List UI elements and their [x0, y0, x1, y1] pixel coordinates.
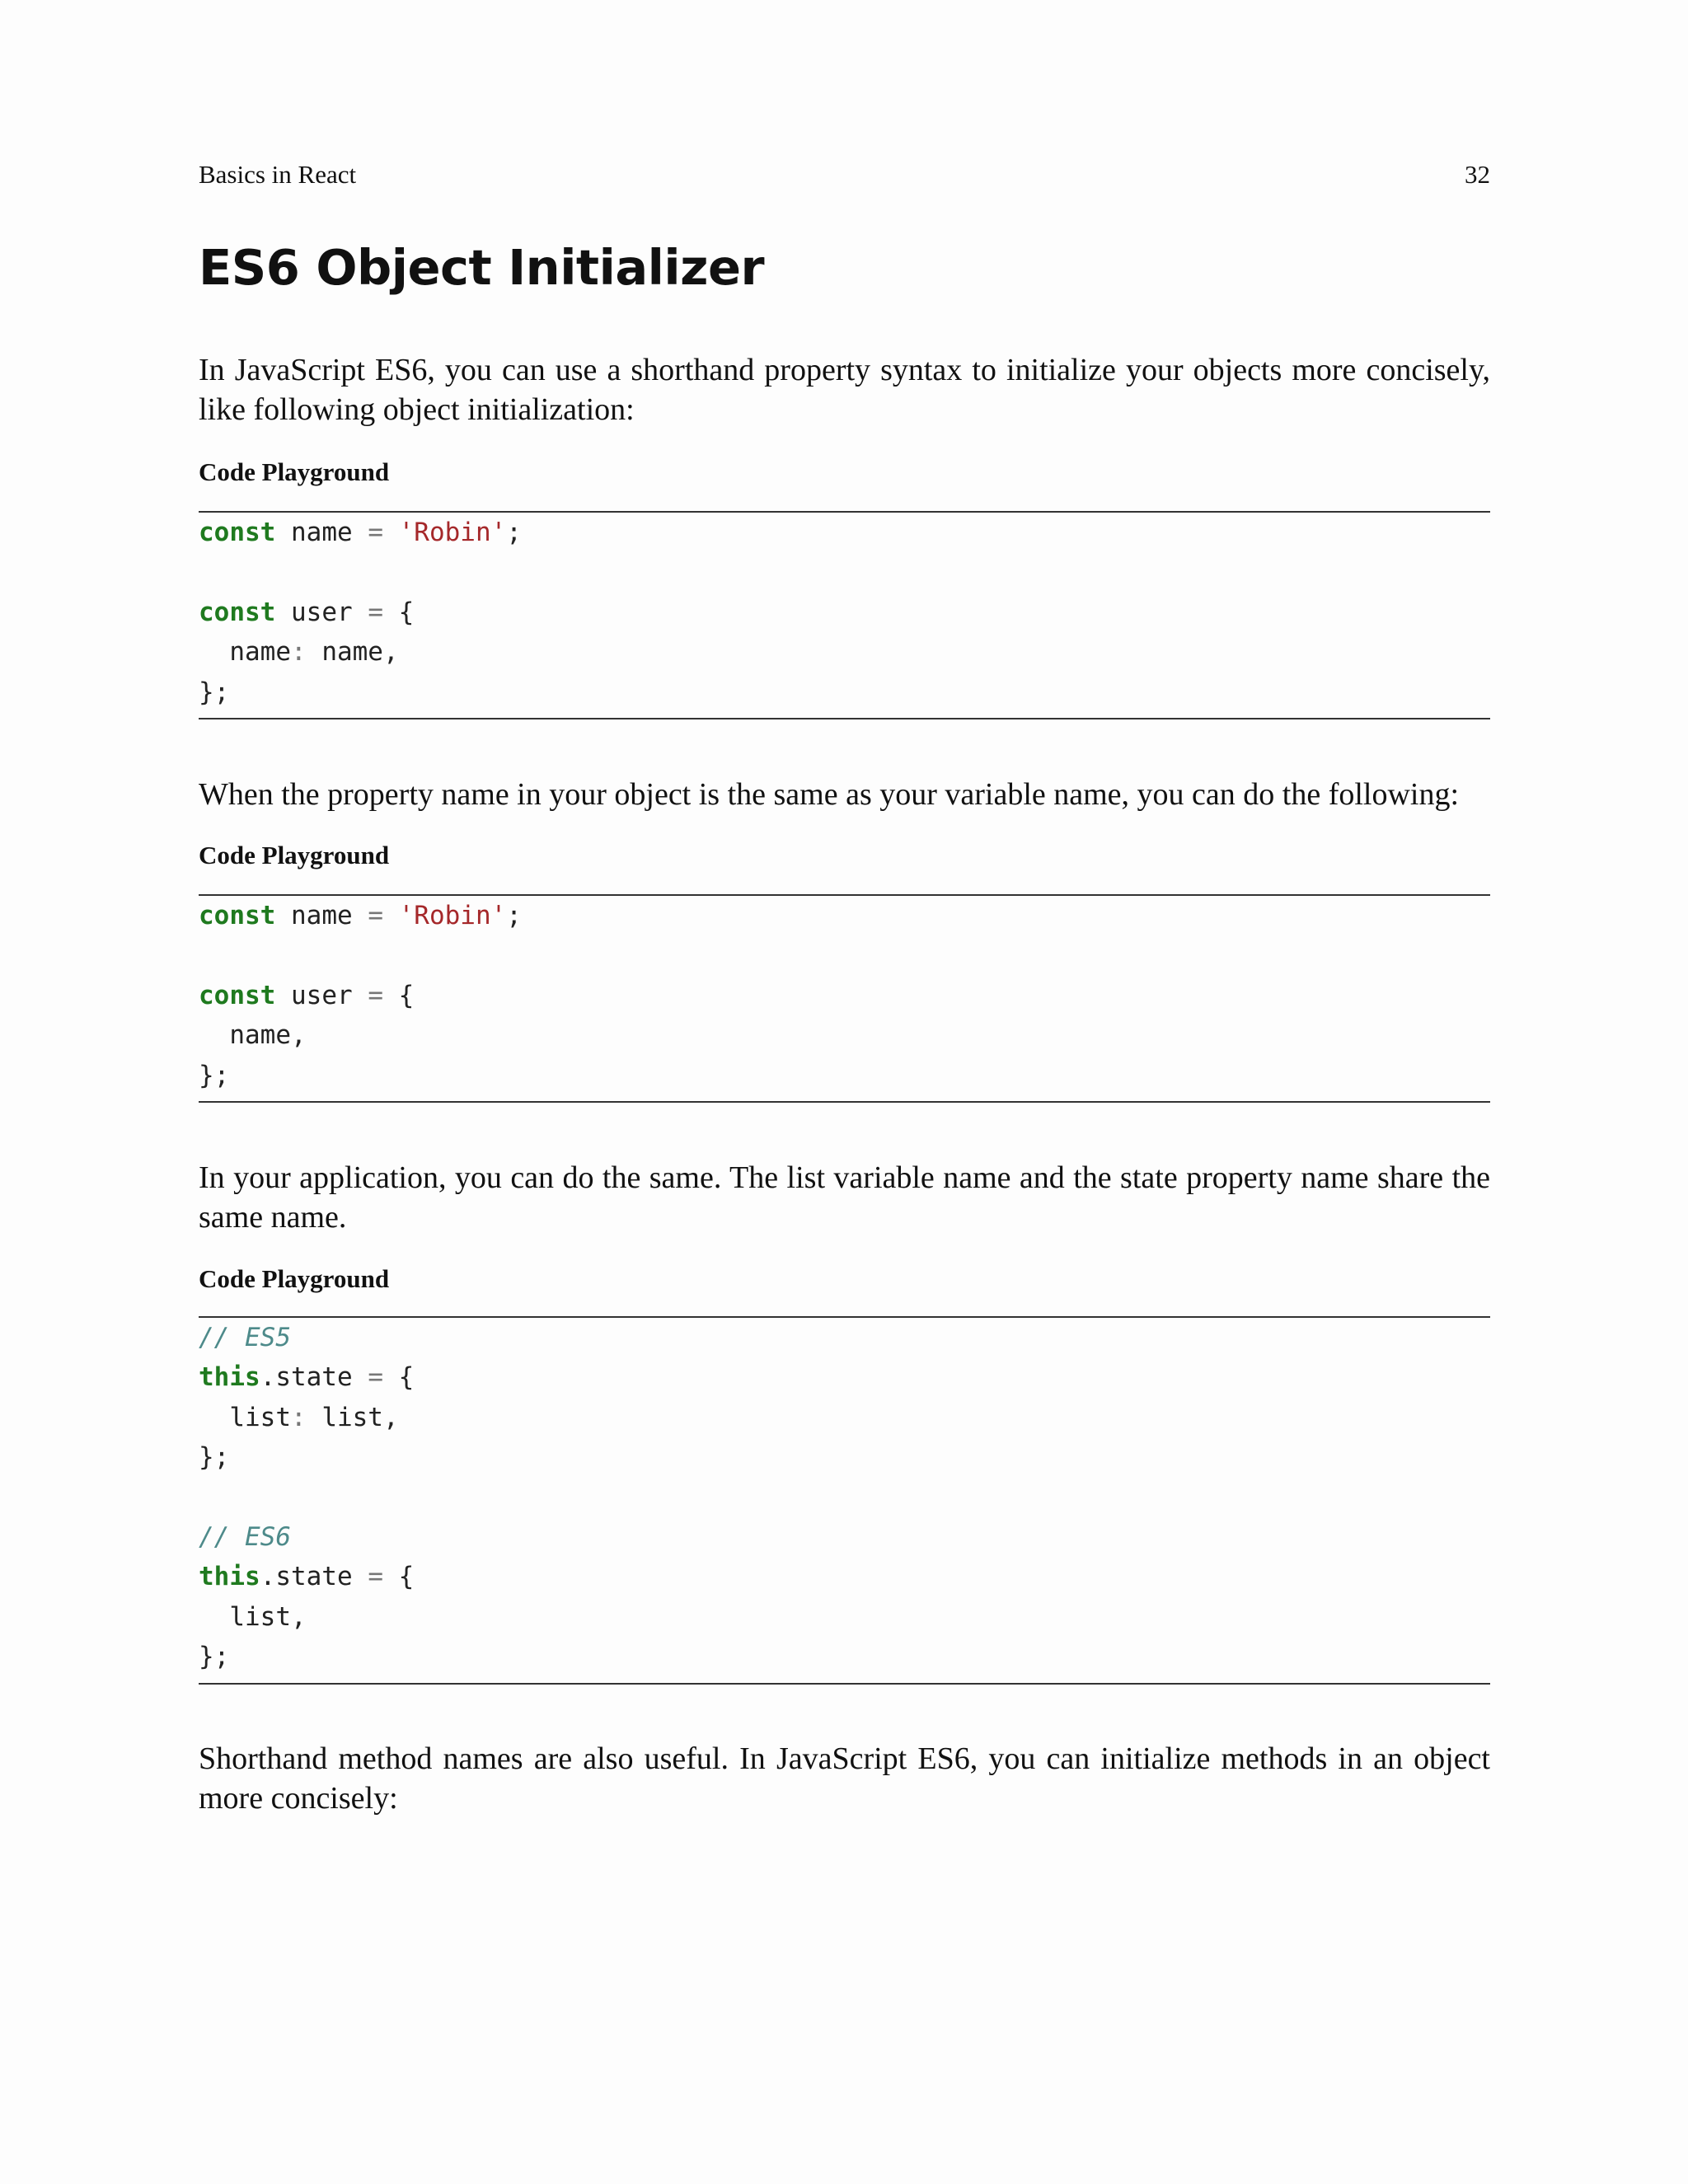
code-line: [199, 1517, 1490, 1557]
paragraph-methods: Shorthand method names are also useful. In JavaScript ES6, you can initialize methods in an object more concisely:: [199, 1741, 1490, 1816]
code-keyword: const: [199, 980, 276, 1010]
page-number: 32: [1465, 160, 1490, 189]
code-text: .state: [260, 1562, 368, 1592]
code-line: [199, 1318, 1490, 1357]
code-line-blank: [199, 552, 1490, 592]
code-operator: =: [368, 597, 383, 627]
code-line-blank: [199, 1478, 1490, 1517]
code-operator: =: [368, 980, 383, 1010]
code-line-blank: [199, 935, 1490, 975]
code-line: [199, 632, 1490, 672]
code-line: [199, 593, 1490, 632]
code-operator: :: [290, 637, 307, 668]
code-keyword: this: [199, 1562, 260, 1592]
code-block-3: [199, 1316, 1490, 1685]
code-line: [199, 1015, 1490, 1055]
section-title: ES6 Object Initializer: [199, 239, 765, 296]
code-text: ;: [506, 518, 522, 547]
code-operator: =: [368, 518, 383, 547]
code-text: list: [199, 1402, 291, 1432]
code-text: list,: [306, 1402, 399, 1432]
code-text: {: [382, 980, 415, 1010]
code-text: user: [275, 980, 368, 1010]
code-block-1: [199, 511, 1490, 719]
code-text: name,: [306, 637, 399, 668]
code-caption: Code Playground: [199, 841, 390, 869]
code-text: name,: [199, 1020, 307, 1051]
code-line: [199, 1357, 1490, 1397]
code-line: [199, 976, 1490, 1015]
code-comment: // ES5: [199, 1323, 291, 1352]
code-line: [199, 513, 1490, 552]
code-text: .state: [260, 1362, 368, 1393]
code-text: name: [199, 637, 291, 668]
code-line: [199, 673, 1490, 712]
running-header: [199, 157, 1490, 193]
code-caption: Code Playground: [199, 1264, 390, 1293]
code-string: 'Robin': [382, 901, 507, 930]
code-operator: :: [290, 1402, 307, 1432]
code-text: };: [199, 1642, 230, 1672]
code-text: list,: [199, 1601, 307, 1632]
code-text: {: [382, 597, 415, 627]
paragraph-application: In your application, you can do the same. The list variable name and the state property name share the same name.: [199, 1160, 1490, 1235]
code-keyword: const: [199, 901, 276, 930]
code-text: {: [382, 1362, 415, 1393]
chapter-title: Basics in React: [199, 160, 357, 189]
code-line: [199, 1637, 1490, 1676]
code-caption: Code Playground: [199, 457, 390, 486]
code-text: };: [199, 1442, 230, 1473]
code-block-2: [199, 894, 1490, 1103]
paragraph-shorthand: When the property name in your object is the same as your variable name, you can do the following:: [199, 777, 1460, 812]
code-text: ;: [506, 901, 522, 930]
code-string: 'Robin': [382, 518, 507, 547]
code-line: [199, 1056, 1490, 1095]
code-operator: =: [368, 1362, 383, 1393]
code-keyword: const: [199, 518, 276, 547]
code-text: user: [275, 597, 368, 627]
paragraph-intro: In JavaScript ES6, you can use a shorthand property syntax to initialize your objects more concisely, like following object initialization:: [199, 353, 1490, 427]
code-operator: =: [368, 1562, 383, 1592]
code-text: };: [199, 1060, 230, 1090]
code-text: name: [275, 518, 368, 547]
code-line: [199, 1597, 1490, 1637]
code-text: name: [275, 901, 368, 930]
code-text: };: [199, 677, 230, 707]
code-line: [199, 1437, 1490, 1477]
code-line: [199, 1557, 1490, 1596]
code-comment: // ES6: [199, 1521, 291, 1552]
code-keyword: const: [199, 597, 276, 627]
code-line: [199, 1398, 1490, 1437]
code-text: {: [382, 1562, 415, 1592]
code-keyword: this: [199, 1362, 260, 1393]
code-line: [199, 896, 1490, 935]
code-operator: =: [368, 901, 383, 930]
